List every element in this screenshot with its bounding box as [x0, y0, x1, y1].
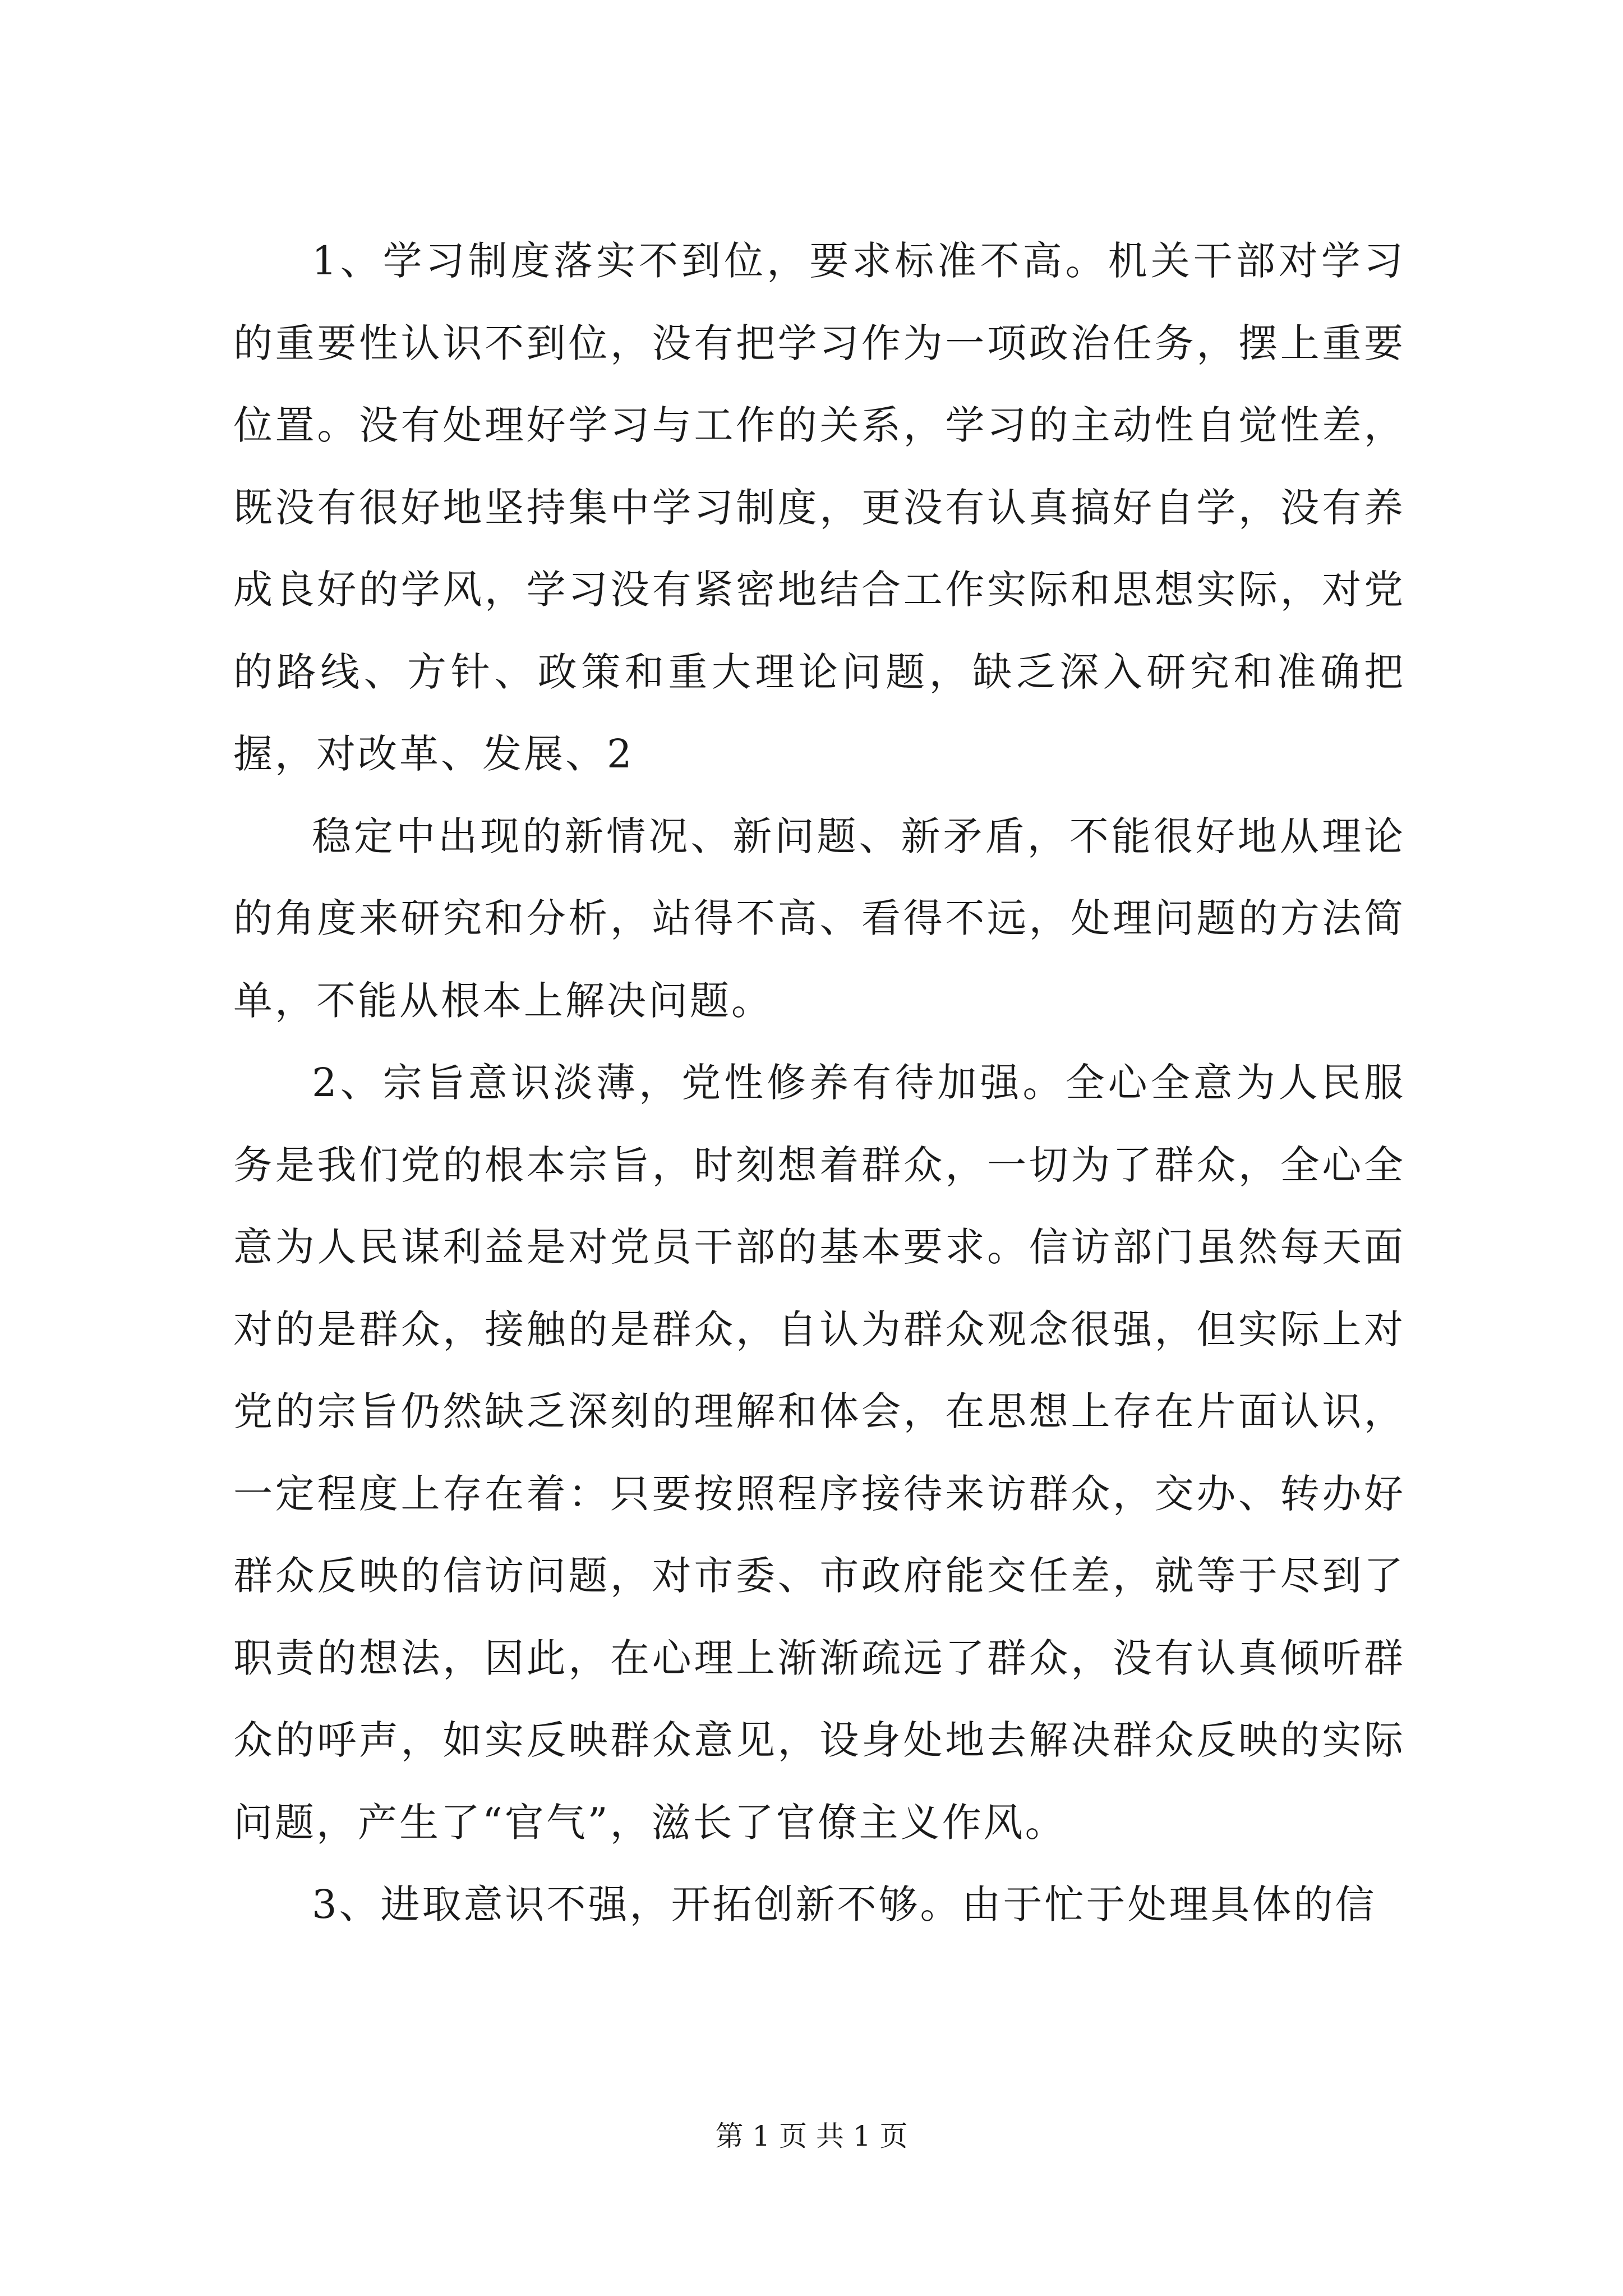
- paragraph-2: 稳定中出现的新情况、新问题、新矛盾，不能很好地从理论的角度来研究和分析，站得不高、看得不远，处理问题的方法简单，不能从根本上解决问题。: [233, 813, 1405, 1024]
- paragraph-1: 1、学习制度落实不到位，要求标准不高。机关干部对学习的重要性认识不到位，没有把学习作为一项政治任务，摆上重要位置。没有处理好学习与工作的关系，学习的主动性自觉性差，既没有很好地坚持集中学习制度，更没有认真搞好自学，没有养成良好的学风，学习没有紧密地结合工作实际和思想实际，对党的路线、方针、政策和重大理论问题，缺乏深入研究和准确把握，对改革、发展、2: [233, 238, 1405, 777]
- paragraph-4: 3、进取意识不强，开拓创新不够。由于忙于处理具体的信: [312, 1881, 1377, 1927]
- page-footer: 第 1 页 共 1 页: [715, 2120, 908, 2152]
- paragraph-3: 2、宗旨意识淡薄，党性修养有待加强。全心全意为人民服务是我们党的根本宗旨，时刻想着群众，一切为了群众，全心全意为人民谋利益是对党员干部的基本要求。信访部门虽然每天面对的是群众，接触的是群众，自认为群众观念很强，但实际上对党的宗旨仍然缺乏深刻的理解和体会，在思想上存在片面认识，一定程度上存在着：只要按照程序接待来访群众，交办、转办好群众反映的信访问题，对市委、市政府能交任差，就等于尽到了职责的想法，因此，在心理上渐渐疏远了群众，没有认真倾听群众的呼声，如实反映群众意见，设身处地去解决群众反映的实际问题，产生了“官气”，滋长了官僚主义作风。: [233, 1060, 1405, 1846]
- document-body: [233, 220, 1405, 1946]
